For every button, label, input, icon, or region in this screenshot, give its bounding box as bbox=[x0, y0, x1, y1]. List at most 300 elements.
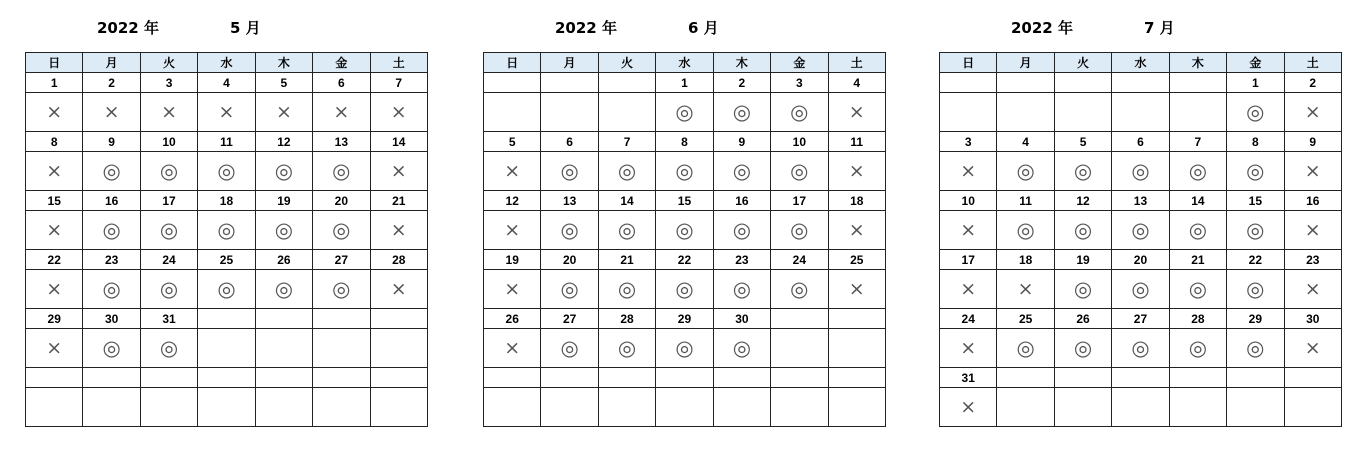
unavailable-mark: × bbox=[940, 329, 997, 368]
availability-row bbox=[484, 211, 886, 250]
unavailable-mark: × bbox=[828, 93, 885, 132]
date-number bbox=[313, 368, 370, 388]
unavailable-mark: × bbox=[140, 93, 197, 132]
empty-cell bbox=[198, 329, 255, 368]
unavailable-mark: × bbox=[1284, 152, 1341, 191]
date-number bbox=[940, 73, 997, 93]
date-number: 12 bbox=[255, 132, 312, 152]
unavailable-mark: × bbox=[1284, 211, 1341, 250]
date-number bbox=[997, 73, 1054, 93]
empty-cell bbox=[313, 388, 370, 427]
empty-cell bbox=[140, 388, 197, 427]
available-mark: ◎ bbox=[713, 93, 770, 132]
available-mark: ◎ bbox=[1227, 329, 1284, 368]
available-mark: ◎ bbox=[313, 211, 370, 250]
date-number bbox=[771, 309, 828, 329]
year-label: 2022 年 bbox=[555, 19, 617, 37]
availability-row bbox=[940, 388, 1342, 427]
date-number: 28 bbox=[598, 309, 655, 329]
weekday-header: 水 bbox=[1112, 53, 1169, 73]
date-number: 5 bbox=[255, 73, 312, 93]
weekday-header: 土 bbox=[370, 53, 427, 73]
date-number: 5 bbox=[484, 132, 541, 152]
available-mark: ◎ bbox=[140, 152, 197, 191]
date-number: 25 bbox=[198, 250, 255, 270]
weekday-header: 月 bbox=[541, 53, 598, 73]
unavailable-mark: × bbox=[370, 152, 427, 191]
date-number: 31 bbox=[140, 309, 197, 329]
weekday-header: 日 bbox=[484, 53, 541, 73]
date-number: 3 bbox=[140, 73, 197, 93]
available-mark: ◎ bbox=[713, 270, 770, 309]
weekday-header: 水 bbox=[198, 53, 255, 73]
unavailable-mark: × bbox=[940, 211, 997, 250]
date-number: 23 bbox=[713, 250, 770, 270]
unavailable-mark: × bbox=[484, 329, 541, 368]
weekday-header: 月 bbox=[997, 53, 1054, 73]
date-number: 15 bbox=[656, 191, 713, 211]
date-number bbox=[1227, 368, 1284, 388]
date-number: 7 bbox=[598, 132, 655, 152]
date-number: 15 bbox=[1227, 191, 1284, 211]
date-number bbox=[656, 368, 713, 388]
date-row bbox=[484, 250, 886, 270]
availability-row bbox=[940, 329, 1342, 368]
date-number: 21 bbox=[598, 250, 655, 270]
weekday-header: 土 bbox=[828, 53, 885, 73]
unavailable-mark: × bbox=[26, 270, 83, 309]
empty-cell bbox=[255, 388, 312, 427]
date-number: 19 bbox=[255, 191, 312, 211]
date-number: 14 bbox=[370, 132, 427, 152]
month-header bbox=[483, 0, 886, 52]
available-mark: ◎ bbox=[771, 211, 828, 250]
date-number: 21 bbox=[370, 191, 427, 211]
date-number bbox=[26, 368, 83, 388]
month-calendar bbox=[483, 0, 886, 427]
availability-row bbox=[26, 152, 428, 191]
available-mark: ◎ bbox=[255, 211, 312, 250]
date-number: 10 bbox=[940, 191, 997, 211]
date-number: 13 bbox=[541, 191, 598, 211]
date-number: 1 bbox=[26, 73, 83, 93]
empty-cell bbox=[997, 388, 1054, 427]
available-mark: ◎ bbox=[541, 211, 598, 250]
unavailable-mark: × bbox=[313, 93, 370, 132]
date-number: 2 bbox=[713, 73, 770, 93]
available-mark: ◎ bbox=[83, 211, 140, 250]
unavailable-mark: × bbox=[255, 93, 312, 132]
date-number bbox=[1112, 73, 1169, 93]
available-mark: ◎ bbox=[656, 93, 713, 132]
available-mark: ◎ bbox=[1169, 270, 1226, 309]
month-calendar bbox=[25, 0, 428, 427]
unavailable-mark: × bbox=[26, 93, 83, 132]
date-row bbox=[484, 191, 886, 211]
unavailable-mark: × bbox=[26, 211, 83, 250]
available-mark: ◎ bbox=[1112, 152, 1169, 191]
available-mark: ◎ bbox=[1054, 270, 1111, 309]
date-number: 10 bbox=[771, 132, 828, 152]
date-number: 30 bbox=[83, 309, 140, 329]
month-calendar bbox=[939, 0, 1342, 427]
date-number bbox=[140, 368, 197, 388]
empty-cell bbox=[713, 388, 770, 427]
weekday-header-row bbox=[484, 53, 886, 73]
availability-row bbox=[484, 270, 886, 309]
date-number bbox=[313, 309, 370, 329]
weekday-header: 金 bbox=[313, 53, 370, 73]
unavailable-mark: × bbox=[997, 270, 1054, 309]
available-mark: ◎ bbox=[255, 270, 312, 309]
date-row bbox=[26, 250, 428, 270]
date-number: 9 bbox=[83, 132, 140, 152]
empty-cell bbox=[1054, 388, 1111, 427]
date-number: 8 bbox=[1227, 132, 1284, 152]
date-number: 26 bbox=[484, 309, 541, 329]
available-mark: ◎ bbox=[313, 152, 370, 191]
availability-row bbox=[940, 211, 1342, 250]
available-mark: ◎ bbox=[198, 152, 255, 191]
available-mark: ◎ bbox=[598, 152, 655, 191]
date-number: 6 bbox=[541, 132, 598, 152]
empty-cell bbox=[997, 93, 1054, 132]
weekday-header: 日 bbox=[940, 53, 997, 73]
weekday-header: 火 bbox=[140, 53, 197, 73]
unavailable-mark: × bbox=[1284, 270, 1341, 309]
date-number bbox=[370, 368, 427, 388]
date-number bbox=[713, 368, 770, 388]
date-number: 4 bbox=[198, 73, 255, 93]
unavailable-mark: × bbox=[484, 152, 541, 191]
date-number: 12 bbox=[484, 191, 541, 211]
date-row bbox=[26, 191, 428, 211]
date-number: 27 bbox=[1112, 309, 1169, 329]
date-number: 6 bbox=[1112, 132, 1169, 152]
date-number: 17 bbox=[940, 250, 997, 270]
date-number: 26 bbox=[1054, 309, 1111, 329]
available-mark: ◎ bbox=[313, 270, 370, 309]
empty-cell bbox=[771, 329, 828, 368]
date-row bbox=[940, 250, 1342, 270]
available-mark: ◎ bbox=[83, 152, 140, 191]
available-mark: ◎ bbox=[1227, 93, 1284, 132]
date-number bbox=[598, 368, 655, 388]
availability-row bbox=[26, 93, 428, 132]
date-row bbox=[26, 368, 428, 388]
available-mark: ◎ bbox=[1227, 270, 1284, 309]
date-number bbox=[598, 73, 655, 93]
date-row bbox=[26, 132, 428, 152]
date-number: 1 bbox=[1227, 73, 1284, 93]
available-mark: ◎ bbox=[1112, 211, 1169, 250]
date-number: 31 bbox=[940, 368, 997, 388]
date-number bbox=[198, 368, 255, 388]
date-number: 13 bbox=[1112, 191, 1169, 211]
date-number: 30 bbox=[713, 309, 770, 329]
date-number: 18 bbox=[198, 191, 255, 211]
date-number: 15 bbox=[26, 191, 83, 211]
unavailable-mark: × bbox=[940, 152, 997, 191]
available-mark: ◎ bbox=[140, 329, 197, 368]
empty-cell bbox=[771, 388, 828, 427]
date-number: 16 bbox=[83, 191, 140, 211]
unavailable-mark: × bbox=[828, 152, 885, 191]
date-number bbox=[1284, 368, 1341, 388]
date-number: 24 bbox=[940, 309, 997, 329]
date-number: 16 bbox=[713, 191, 770, 211]
date-row bbox=[940, 191, 1342, 211]
date-row bbox=[26, 73, 428, 93]
calendar-grid bbox=[25, 52, 428, 427]
date-row bbox=[484, 73, 886, 93]
date-number: 5 bbox=[1054, 132, 1111, 152]
date-number: 28 bbox=[370, 250, 427, 270]
date-number: 24 bbox=[140, 250, 197, 270]
date-number: 30 bbox=[1284, 309, 1341, 329]
date-number: 7 bbox=[1169, 132, 1226, 152]
date-number: 16 bbox=[1284, 191, 1341, 211]
date-number bbox=[1169, 368, 1226, 388]
available-mark: ◎ bbox=[198, 270, 255, 309]
date-number: 20 bbox=[541, 250, 598, 270]
date-number: 23 bbox=[1284, 250, 1341, 270]
date-number: 21 bbox=[1169, 250, 1226, 270]
unavailable-mark: × bbox=[940, 388, 997, 427]
date-number: 14 bbox=[1169, 191, 1226, 211]
available-mark: ◎ bbox=[255, 152, 312, 191]
available-mark: ◎ bbox=[541, 270, 598, 309]
date-number: 26 bbox=[255, 250, 312, 270]
date-number bbox=[1054, 73, 1111, 93]
calendar-grid bbox=[939, 52, 1342, 427]
date-number bbox=[541, 73, 598, 93]
unavailable-mark: × bbox=[370, 211, 427, 250]
empty-cell bbox=[1112, 388, 1169, 427]
date-number: 19 bbox=[484, 250, 541, 270]
weekday-header: 木 bbox=[713, 53, 770, 73]
availability-row bbox=[26, 211, 428, 250]
date-row bbox=[484, 132, 886, 152]
available-mark: ◎ bbox=[198, 211, 255, 250]
available-mark: ◎ bbox=[1054, 211, 1111, 250]
date-number: 20 bbox=[1112, 250, 1169, 270]
available-mark: ◎ bbox=[1169, 211, 1226, 250]
date-row bbox=[484, 368, 886, 388]
date-number: 27 bbox=[541, 309, 598, 329]
date-number: 8 bbox=[656, 132, 713, 152]
date-number: 6 bbox=[313, 73, 370, 93]
empty-cell bbox=[1284, 388, 1341, 427]
available-mark: ◎ bbox=[997, 211, 1054, 250]
date-number: 23 bbox=[83, 250, 140, 270]
date-number: 19 bbox=[1054, 250, 1111, 270]
date-number: 22 bbox=[1227, 250, 1284, 270]
unavailable-mark: × bbox=[828, 270, 885, 309]
available-mark: ◎ bbox=[541, 152, 598, 191]
available-mark: ◎ bbox=[656, 211, 713, 250]
weekday-header-row bbox=[26, 53, 428, 73]
date-number: 13 bbox=[313, 132, 370, 152]
available-mark: ◎ bbox=[997, 329, 1054, 368]
availability-row bbox=[484, 388, 886, 427]
available-mark: ◎ bbox=[598, 211, 655, 250]
date-number bbox=[828, 309, 885, 329]
available-mark: ◎ bbox=[83, 270, 140, 309]
empty-cell bbox=[484, 93, 541, 132]
date-number: 17 bbox=[771, 191, 828, 211]
date-number: 18 bbox=[828, 191, 885, 211]
availability-row bbox=[26, 270, 428, 309]
date-number: 11 bbox=[997, 191, 1054, 211]
unavailable-mark: × bbox=[370, 93, 427, 132]
date-number: 9 bbox=[713, 132, 770, 152]
date-number: 22 bbox=[26, 250, 83, 270]
date-number bbox=[255, 309, 312, 329]
empty-cell bbox=[83, 388, 140, 427]
date-number bbox=[1169, 73, 1226, 93]
date-number: 2 bbox=[1284, 73, 1341, 93]
date-number bbox=[997, 368, 1054, 388]
date-number: 24 bbox=[771, 250, 828, 270]
empty-cell bbox=[370, 388, 427, 427]
availability-row bbox=[26, 388, 428, 427]
available-mark: ◎ bbox=[140, 270, 197, 309]
available-mark: ◎ bbox=[771, 93, 828, 132]
month-label: 6 月 bbox=[688, 19, 719, 37]
calendar-grid bbox=[483, 52, 886, 427]
date-number: 20 bbox=[313, 191, 370, 211]
date-number: 25 bbox=[997, 309, 1054, 329]
available-mark: ◎ bbox=[1169, 329, 1226, 368]
availability-row bbox=[484, 152, 886, 191]
date-number bbox=[484, 73, 541, 93]
month-label: 5 月 bbox=[230, 19, 261, 37]
available-mark: ◎ bbox=[1054, 329, 1111, 368]
weekday-header: 金 bbox=[771, 53, 828, 73]
date-number bbox=[828, 368, 885, 388]
date-number: 18 bbox=[997, 250, 1054, 270]
empty-cell bbox=[198, 388, 255, 427]
available-mark: ◎ bbox=[656, 329, 713, 368]
empty-cell bbox=[1054, 93, 1111, 132]
date-number: 10 bbox=[140, 132, 197, 152]
date-number bbox=[771, 368, 828, 388]
weekday-header: 火 bbox=[1054, 53, 1111, 73]
available-mark: ◎ bbox=[713, 152, 770, 191]
unavailable-mark: × bbox=[26, 152, 83, 191]
available-mark: ◎ bbox=[656, 152, 713, 191]
date-number: 11 bbox=[198, 132, 255, 152]
unavailable-mark: × bbox=[940, 270, 997, 309]
date-number bbox=[1054, 368, 1111, 388]
date-number bbox=[198, 309, 255, 329]
date-number: 11 bbox=[828, 132, 885, 152]
weekday-header: 木 bbox=[1169, 53, 1226, 73]
available-mark: ◎ bbox=[140, 211, 197, 250]
date-row bbox=[940, 132, 1342, 152]
year-label: 2022 年 bbox=[1011, 19, 1073, 37]
available-mark: ◎ bbox=[1112, 270, 1169, 309]
available-mark: ◎ bbox=[771, 270, 828, 309]
date-number: 22 bbox=[656, 250, 713, 270]
date-row bbox=[484, 309, 886, 329]
month-label: 7 月 bbox=[1144, 19, 1175, 37]
available-mark: ◎ bbox=[1112, 329, 1169, 368]
empty-cell bbox=[598, 388, 655, 427]
unavailable-mark: × bbox=[198, 93, 255, 132]
availability-row bbox=[940, 270, 1342, 309]
unavailable-mark: × bbox=[484, 270, 541, 309]
unavailable-mark: × bbox=[1284, 329, 1341, 368]
available-mark: ◎ bbox=[713, 211, 770, 250]
date-number bbox=[541, 368, 598, 388]
empty-cell bbox=[541, 388, 598, 427]
weekday-header-row bbox=[940, 53, 1342, 73]
availability-row bbox=[940, 93, 1342, 132]
date-number: 29 bbox=[656, 309, 713, 329]
empty-cell bbox=[484, 388, 541, 427]
date-number: 28 bbox=[1169, 309, 1226, 329]
date-number: 12 bbox=[1054, 191, 1111, 211]
date-number: 4 bbox=[828, 73, 885, 93]
unavailable-mark: × bbox=[828, 211, 885, 250]
date-number: 1 bbox=[656, 73, 713, 93]
date-row bbox=[940, 309, 1342, 329]
date-number: 2 bbox=[83, 73, 140, 93]
empty-cell bbox=[828, 388, 885, 427]
weekday-header: 水 bbox=[656, 53, 713, 73]
empty-cell bbox=[26, 388, 83, 427]
empty-cell bbox=[940, 93, 997, 132]
available-mark: ◎ bbox=[771, 152, 828, 191]
available-mark: ◎ bbox=[656, 270, 713, 309]
available-mark: ◎ bbox=[1227, 152, 1284, 191]
available-mark: ◎ bbox=[1227, 211, 1284, 250]
available-mark: ◎ bbox=[1169, 152, 1226, 191]
availability-row bbox=[26, 329, 428, 368]
date-number: 3 bbox=[771, 73, 828, 93]
empty-cell bbox=[1169, 93, 1226, 132]
date-row bbox=[940, 368, 1342, 388]
weekday-header: 月 bbox=[83, 53, 140, 73]
empty-cell bbox=[255, 329, 312, 368]
date-number: 29 bbox=[1227, 309, 1284, 329]
date-number bbox=[484, 368, 541, 388]
empty-cell bbox=[313, 329, 370, 368]
available-mark: ◎ bbox=[598, 270, 655, 309]
date-row bbox=[940, 73, 1342, 93]
date-number: 25 bbox=[828, 250, 885, 270]
weekday-header: 土 bbox=[1284, 53, 1341, 73]
weekday-header: 日 bbox=[26, 53, 83, 73]
empty-cell bbox=[656, 388, 713, 427]
available-mark: ◎ bbox=[997, 152, 1054, 191]
date-number bbox=[255, 368, 312, 388]
available-mark: ◎ bbox=[713, 329, 770, 368]
date-row bbox=[26, 309, 428, 329]
weekday-header: 火 bbox=[598, 53, 655, 73]
month-header bbox=[25, 0, 428, 52]
empty-cell bbox=[370, 329, 427, 368]
date-number bbox=[370, 309, 427, 329]
date-number: 3 bbox=[940, 132, 997, 152]
date-number bbox=[1112, 368, 1169, 388]
date-number: 27 bbox=[313, 250, 370, 270]
empty-cell bbox=[1169, 388, 1226, 427]
available-mark: ◎ bbox=[598, 329, 655, 368]
availability-row bbox=[484, 329, 886, 368]
